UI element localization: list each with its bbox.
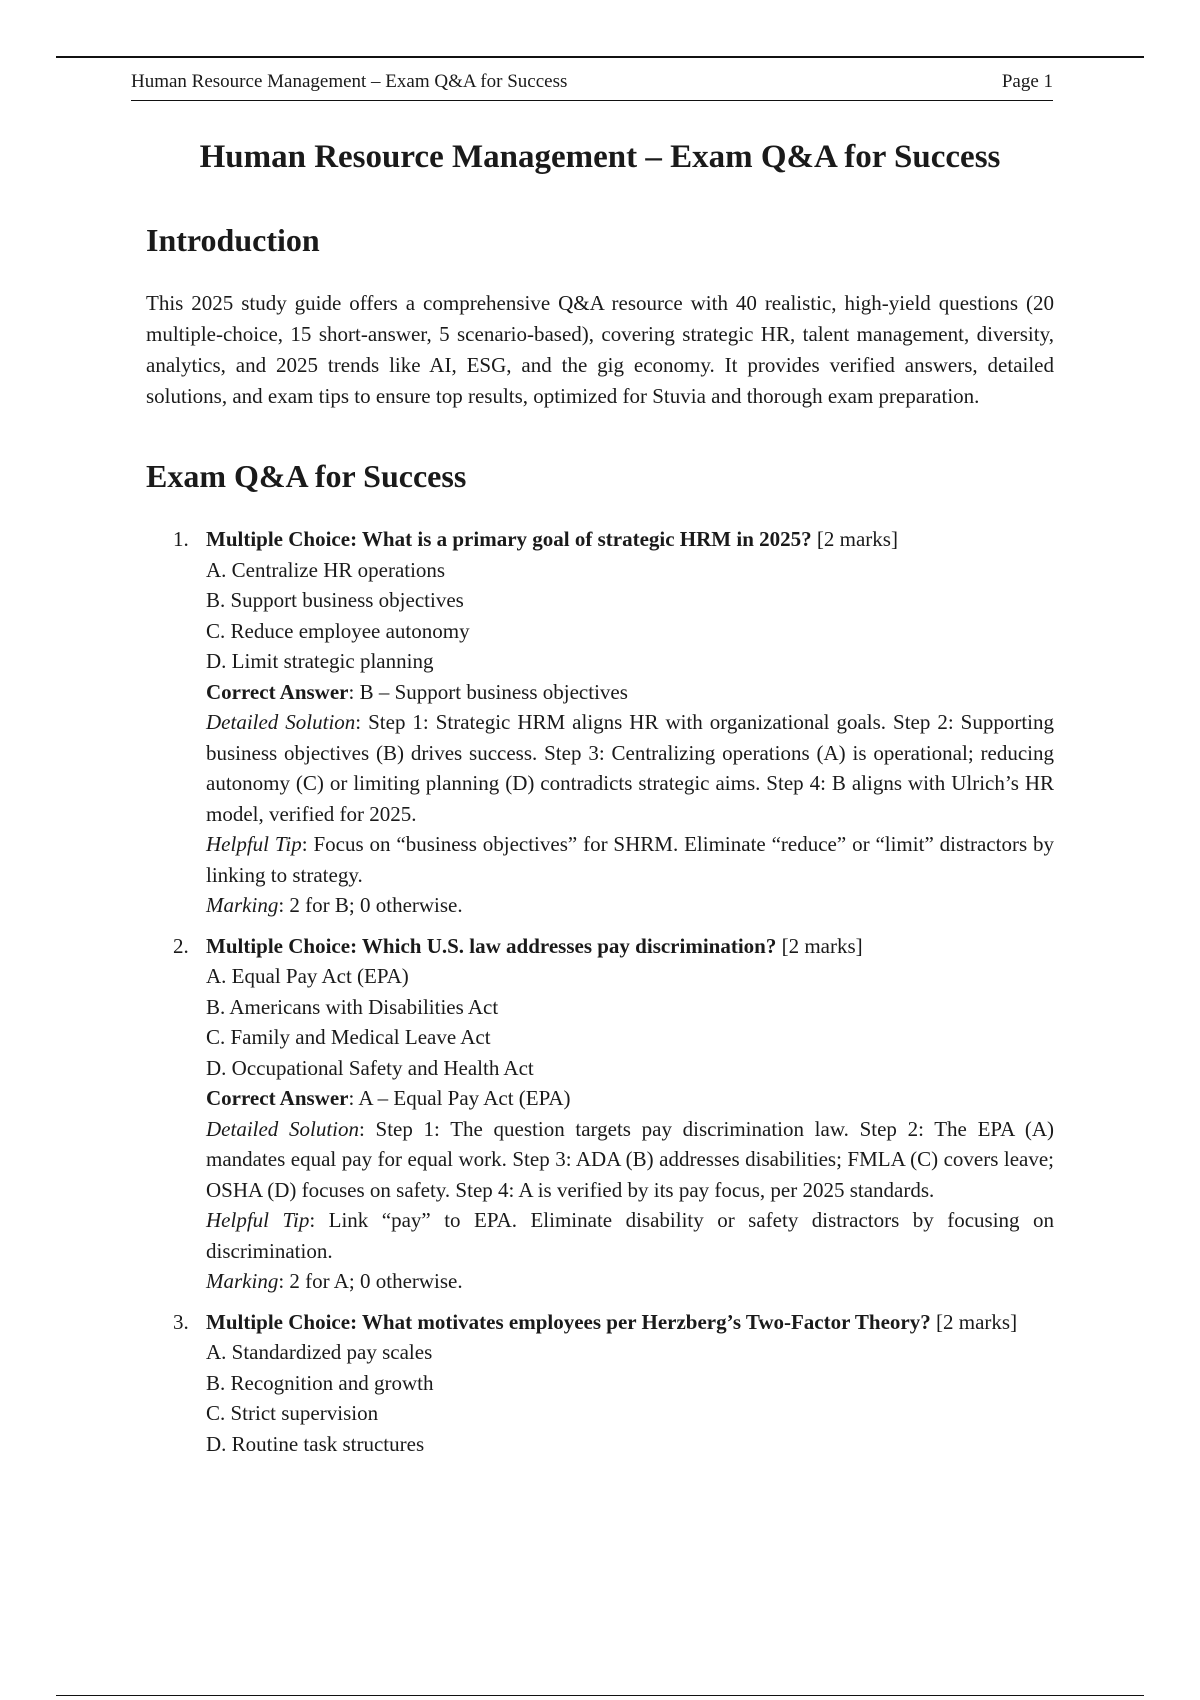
question-item (146, 524, 1054, 921)
question-list (146, 524, 1054, 1459)
answer-option: A. Centralize HR operations (206, 557, 446, 582)
question-marks: [2 marks] (816, 527, 898, 551)
marking-label: Marking (206, 893, 279, 917)
answer-option: B. Americans with Disabilities Act (206, 994, 499, 1019)
detailed-solution-text: : Step 1: Strategic HRM aligns HR with organizational goals. Step 2: Supporting business objectives (B) drives success. Step 3: Centralizing operations (A) is operational; reducing autonomy (C) or limiting planning (D) contradicts strategic aims. Step 4: B aligns with Ulrich’s HR model, verified for 2025. (206, 710, 1054, 826)
question-item (146, 1307, 1054, 1460)
answer-option: B. Support business objectives (206, 588, 464, 612)
marking-text: : 2 for A; 0 otherwise. (278, 1269, 463, 1293)
running-header (131, 68, 1053, 101)
marking (206, 1266, 1054, 1297)
marking-text: : 2 for B; 0 otherwise. (278, 893, 463, 917)
answer-option: D. Occupational Safety and Health Act (206, 1055, 534, 1080)
bottom-rule (56, 1695, 1144, 1696)
correct-answer-label: Correct Answer (206, 1086, 349, 1110)
top-rule (56, 56, 1144, 58)
helpful-tip (206, 829, 1054, 890)
detailed-solution (206, 707, 1054, 829)
detailed-solution (206, 1114, 1054, 1206)
question-marks: [2 marks] (781, 933, 863, 958)
detailed-solution-text: : Step 1: The question targets pay discrimination law. Step 2: The EPA (A) mandates equal pay for equal work. Step 3: ADA (B) addresses disabilities; FMLA (C) covers leave; OSHA (D) focuses on safety. Step 4: A is verified by its pay focus, per 2025 standards. (206, 1116, 1054, 1202)
running-header-title: Human Resource Management – Exam Q&A for Success (131, 71, 568, 92)
marking-label: Marking (206, 1269, 279, 1293)
answer-option: A. Equal Pay Act (EPA) (206, 964, 409, 988)
page-content (146, 130, 1054, 1469)
question-item (146, 931, 1054, 1297)
answer-option: B. Recognition and growth (206, 1370, 434, 1395)
page-number: Page 1 (1001, 71, 1053, 92)
question-text: Multiple Choice: What is a primary goal of strategic HRM in 2025? (206, 527, 812, 551)
answer-option: A. Standardized pay scales (206, 1340, 433, 1364)
helpful-tip-label: Helpful Tip (206, 1208, 310, 1232)
question-prompt (206, 524, 1054, 555)
marking (206, 890, 1054, 921)
detailed-solution-label: Detailed Solution (206, 1116, 360, 1141)
answer-option: C. Family and Medical Leave Act (206, 1025, 491, 1049)
introduction-heading: Introduction (146, 222, 320, 258)
question-prompt (206, 931, 1054, 962)
detailed-solution-label: Detailed Solution (206, 710, 356, 734)
question-number: 2. (173, 933, 189, 958)
answer-option: D. Routine task structures (206, 1431, 425, 1456)
correct-answer (206, 677, 1054, 708)
answer-option: C. Reduce employee autonomy (206, 618, 470, 643)
document-title: Human Resource Management – Exam Q&A for Success (199, 139, 1001, 175)
helpful-tip-label: Helpful Tip (206, 832, 302, 856)
correct-answer (206, 1083, 1054, 1114)
question-text: Multiple Choice: Which U.S. law addresses pay discrimination? (206, 933, 777, 958)
question-prompt (206, 1307, 1054, 1338)
answer-option: C. Strict supervision (206, 1401, 379, 1425)
correct-answer-text: : A – Equal Pay Act (EPA) (348, 1086, 571, 1110)
question-number: 3. (173, 1309, 189, 1334)
helpful-tip (206, 1205, 1054, 1266)
qa-section-heading: Exam Q&A for Success (146, 458, 467, 494)
correct-answer-label: Correct Answer (206, 679, 349, 704)
answer-option: D. Limit strategic planning (206, 649, 434, 673)
question-text: Multiple Choice: What motivates employees per Herzberg’s Two-Factor Theory? (206, 1309, 931, 1334)
helpful-tip-text: : Focus on “business objectives” for SHRM. Eliminate “reduce” or “limit” distractors by linking to strategy. (206, 832, 1054, 887)
question-number: 1. (173, 527, 189, 551)
question-marks: [2 marks] (936, 1309, 1018, 1334)
introduction-paragraph: This 2025 study guide offers a comprehensive Q&A resource with 40 realistic, high-yield questions (20 multiple-choice, 15 short-answer, 5 scenario-based), covering strategic HR, talent management, diversity, analytics, and 2025 trends like AI, ESG, and the gig economy. It provides verified answers, detailed solutions, and exam tips to ensure top results, optimized for Stuvia and thorough exam preparation. (146, 291, 1054, 408)
correct-answer-text: : B – Support business objectives (348, 679, 628, 704)
helpful-tip-text: : Link “pay” to EPA. Eliminate disability or safety distractors by focusing on discrimination. (206, 1208, 1054, 1263)
